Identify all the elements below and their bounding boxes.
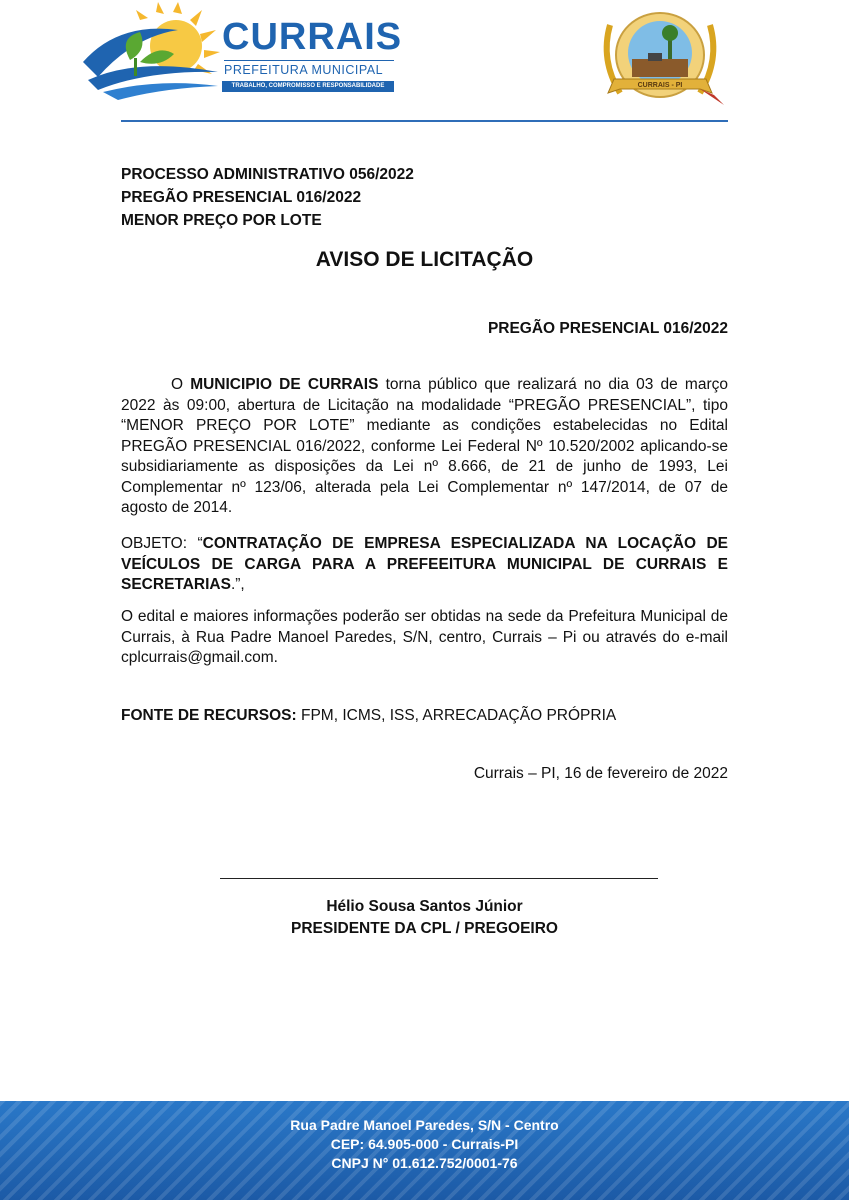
paragraph-indent-text: O: [171, 376, 191, 393]
brand-motto: TRABALHO, COMPROMISSO E RESPONSABILIDADE: [222, 81, 394, 92]
modality-line: MENOR PREÇO POR LOTE: [121, 212, 322, 229]
signature-line: [220, 878, 658, 879]
info-paragraph: O edital e maiores informações poderão ser obtidas na sede da Prefeitura Municipal de Currais, à Rua Padre Manoel Paredes, S/N, centro, Currais – Pi ou através do e-mail cplcurrais@gmail.com.: [121, 608, 728, 666]
signatory-role: PRESIDENTE DA CPL / PREGOEIRO: [291, 920, 558, 937]
objeto-prefix: OBJETO: “: [121, 535, 203, 552]
objeto-description: CONTRATAÇÃO DE EMPRESA ESPECIALIZADA NA LOCAÇÃO DE VEÍCULOS DE CARGA PARA A PREFEEITURA MUNICIPAL DE CURRAIS E SECRETARIAS: [121, 535, 728, 593]
brand-name: CURRAIS: [222, 16, 403, 58]
objeto-suffix: .”,: [230, 576, 245, 593]
notice-body: torna público que realizará no dia 03 de março 2022 às 09:00, abertura de Licitação na modalidade “PREGÃO PRESENCIAL”, tipo “MENOR PREÇO POR LOTE” mediante as condições estabelecidas no Edital PREGÃO PRESENCIAL 016/2022, conforme Lei Federal Nº 10.520/2002 aplicando-se subsidiariamente as disposições da Lei nº 8.666, de 21 de junho de 1993, Lei Complementar nº 123/06, alterada pela Lei Complementar nº 147/2014, de 07 de agosto de 2014.: [121, 376, 728, 516]
document-title: AVISO DE LICITAÇÃO: [315, 248, 534, 271]
footer-address: Rua Padre Manoel Paredes, S/N - Centro: [290, 1117, 559, 1133]
municipal-seal-icon: [590, 5, 730, 110]
notice-paragraph: [121, 375, 728, 519]
header-divider: [121, 120, 728, 122]
objeto-paragraph: [121, 534, 728, 596]
pregao-line: PREGÃO PRESENCIAL 016/2022: [121, 189, 362, 206]
signatory-name: Hélio Sousa Santos Júnior: [326, 898, 523, 915]
brand-subtitle: PREFEITURA MUNICIPAL: [224, 60, 394, 77]
process-header: [121, 163, 414, 232]
funding-label: FONTE DE RECURSOS:: [121, 707, 297, 724]
funding-value: FPM, ICMS, ISS, ARRECADAÇÃO PRÓPRIA: [296, 707, 617, 724]
funding-source: [121, 706, 728, 727]
municipality-name: MUNICIPIO DE CURRAIS: [190, 376, 379, 393]
date-line: Currais – PI, 16 de fevereiro de 2022: [473, 765, 728, 782]
footer-cep: CEP: 64.905-000 - Currais-PI: [330, 1136, 519, 1152]
document-subtitle: PREGÃO PRESENCIAL 016/2022: [487, 320, 728, 337]
footer-cnpj: CNPJ N° 01.612.752/0001-76: [331, 1155, 518, 1171]
process-line: PROCESSO ADMINISTRATIVO 056/2022: [121, 166, 414, 183]
seal-text: CURRAIS - PI: [637, 82, 683, 89]
